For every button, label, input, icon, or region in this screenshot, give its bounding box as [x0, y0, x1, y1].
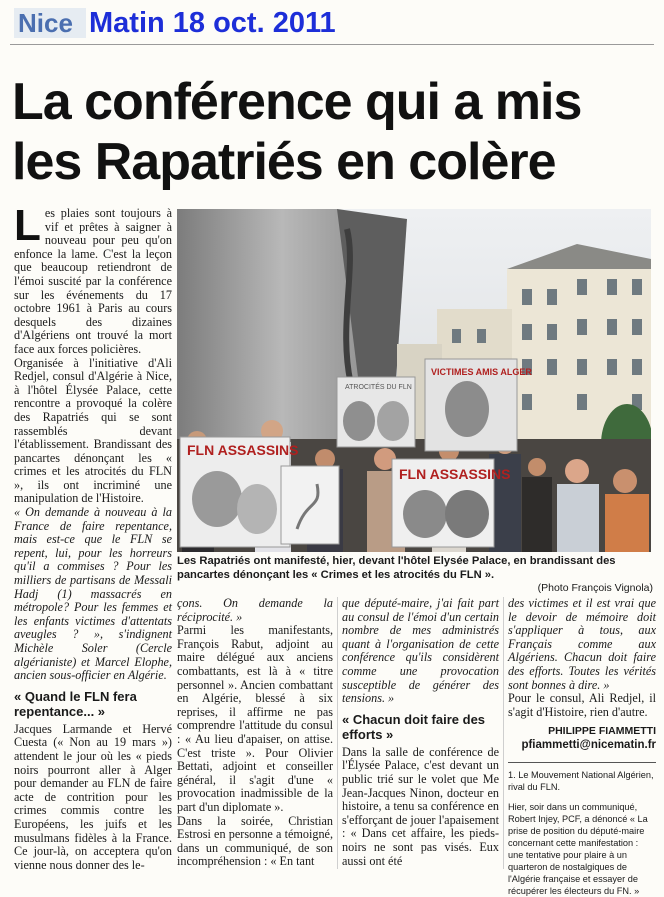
protest-sign	[337, 377, 415, 447]
column-divider	[337, 597, 338, 869]
photo-caption	[177, 555, 653, 596]
caption-text: Les Rapatriés ont manifesté, hier, devant l'hôtel Elysée Palace, en brandissant des pancartes dénonçant les « Crimes et les atrocités du FLN ».	[177, 555, 616, 581]
source-date-label: Matin 18 oct. 2011	[89, 7, 336, 39]
subheading: « Quand le FLN fera repentance... »	[14, 688, 137, 719]
paragraph: Organisée à l'initiative d'Ali Redjel, consul d'Algérie à Nice, à l'hôtel Élysée Palace, cette rencontre a provoqué la colère des Rapatriés qui se sont rassemblés devant l'établissement. Brandissant des pancartes dénonçant les « crimes et les atrocités du FLN », ils ont incriminé une manipulation de l'Histoire.	[14, 355, 172, 506]
article-headline	[12, 72, 652, 192]
paragraph: Dans la salle de conférence de l'Élysée Palace, c'est devant un public trié sur le volet que Me Jean-Jacques Ninon, docteur en histoire, a tenu sa conférence en s'efforçant de jouer l'apaisement : « Dans cet affaire, les pieds-noirs ne sont pas visés. Eux aussi ont été	[342, 744, 499, 868]
paragraph: que député-maire, j'ai fait part au consul de l'émoi d'un certain nombre de mes administrés quant à l'organisation de cette conférence qu'ils considèrent comme une provocation susceptible de générer des tensions. »	[342, 596, 499, 706]
photo-credit: (Photo François Vignola)	[537, 582, 653, 594]
masthead	[14, 6, 650, 40]
newspaper-logo: Nice	[14, 8, 86, 38]
sign-text: ATROCITÉS DU FLN	[345, 384, 412, 391]
column-divider	[503, 597, 504, 869]
article-column-4	[508, 597, 656, 897]
protest-sign	[281, 466, 339, 544]
sign-text: FLN ASSASSINS	[187, 442, 299, 458]
paragraph: Jacques Larmande et Hervé Cuesta (« Non au 19 mars ») attendent le jour où les « pieds noirs pourront aller à Alger pour demander au FLN de faire acte de contrition pour les crimes commis contre les Européens, les juifs et les musulmans fidèles à la France. Ce jour-là, on acceptera qu'on vienne nous donner des le-	[14, 721, 172, 872]
paragraph: çons. On demande la réciprocité. »	[177, 596, 333, 624]
author-email: pfiammetti@nicematin.fr	[521, 739, 656, 752]
article-photo	[177, 209, 651, 552]
drop-cap: L	[14, 201, 41, 250]
footnote-divider	[508, 762, 656, 763]
article-column-1	[14, 201, 172, 872]
subheading: « Chacun doit faire des efforts »	[342, 711, 486, 742]
sign-text: FLN ASSASSINS	[399, 466, 511, 482]
article-column-3	[342, 597, 499, 868]
paragraph-quote: « On demande à nouveau à la France de faire repentance, mais est-ce que le FLN se repent, lui, pour les horreurs qu'il a commises ? Pour les milliers de partisans de Messali Hadj (1) massacrés en métropole? Pour les femmes et les enfants victimes d'attentats aveugles ? », s'indignent Michèle Soler (Cercle algérianiste) et Marcel Elophe, ancien sous-officier en Algérie.	[14, 505, 172, 683]
protest-sign	[425, 359, 532, 451]
protest-sign	[392, 459, 511, 547]
headline-line-1: La conférence qui a mis	[12, 73, 582, 131]
article-column-2	[177, 597, 333, 869]
side-note: Hier, soir dans un communiqué, Robert Injey, PCF, a dénoncé « La prise de position du député-maire concernant cette manifestation : une tentative pour plaire à un quarteron de nostalgiques de l'Algérie française et essayer de récupérer les électeurs du FN. »	[508, 802, 648, 897]
paragraph: Pour le consul, Ali Redjel, il s'agit d'Histoire, rien d'autre.	[508, 691, 656, 719]
headline-line-2: les Rapatriés en colère	[12, 133, 556, 191]
paragraph: Dans la soirée, Christian Estrosi en personne a témoigné, dans un communiqué, de son incompréhension : « En tant	[177, 813, 333, 869]
footnote: 1. Le Mouvement National Algérien, rival du FLN.	[508, 770, 654, 793]
author-name: PHILIPPE FIAMMETTI	[548, 725, 656, 738]
paragraph: es plaies sont toujours à vif et prêtes à saigner à nouveau pour peu qu'on enfonce la lame. C'est la leçon que beaucoup retiendront de l'émoi suscité par la conférence sur les événements du 17 octobre 1961 à Paris au cours desquels des dizaines d'Algériens ont trouvé la mort face aux forces policières.	[14, 206, 172, 356]
masthead-divider	[10, 44, 654, 45]
paragraph: Parmi les manifestants, François Rabut, adjoint au maire délégué aux anciens combattants, est là à « titre personnel ». Ancien combattant en Algérie, blessé à six reprises, il affirme ne pas comprendre l'attitude du consul : « Au lieu d'apaiser, on attise. C'est triste ». Pour Olivier Bettati, adjoint et conseiller général, il s'agit d'une « provocation inadmissible de la part d'un diplomate ».	[177, 623, 333, 814]
protest-photo-illustration	[177, 209, 651, 552]
sign-text: VICTIMES AMIS ALGER	[431, 367, 532, 377]
paragraph: des victimes et il est vrai que le devoir de mémoire doit s'appliquer à tous, aux Français comme aux Algériens. Chacun doit faire des efforts. Toutes les vérités sont bonnes à dire. »	[508, 596, 656, 692]
